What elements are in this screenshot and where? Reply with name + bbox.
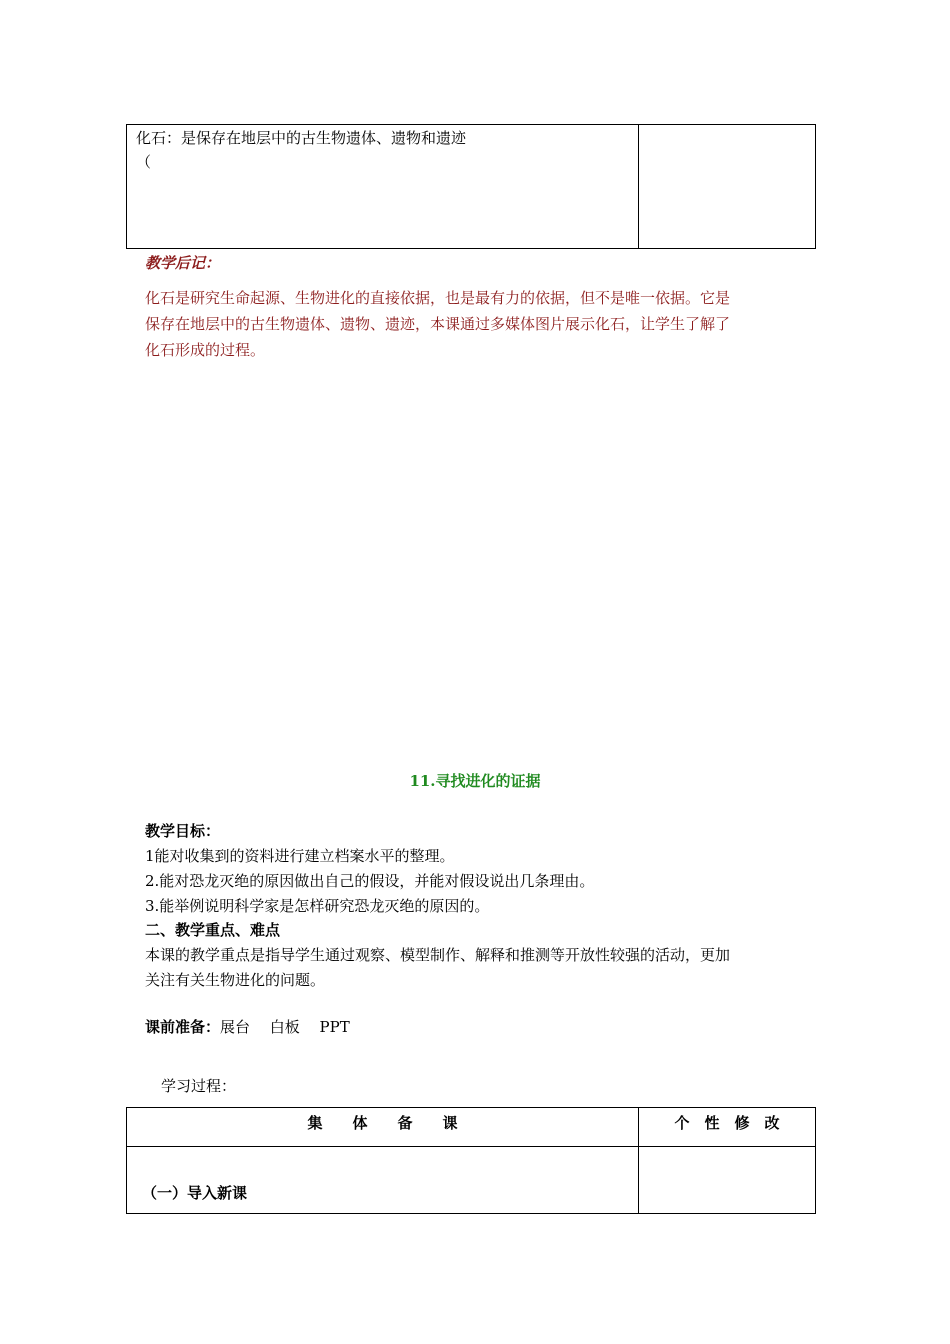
personal-edit-header [639,1108,816,1147]
collective-prep-header [127,1108,639,1147]
intro-new-lesson: （一）导入新课 [142,1184,248,1202]
fossil-definition: 化石：是保存在地层中的古生物遗体、遗物和遗迹 [136,129,467,147]
collective-prep-header-text: 集 体 备 课 [307,1114,458,1132]
top-table-main-cell [127,125,639,249]
process-label: 学习过程： [161,1077,237,1095]
key-points-line-2: 关注有关生物进化的问题。 [145,971,326,989]
open-paren: （ [136,153,152,171]
preparation-items: 展台 白板 PPT [220,1018,350,1036]
objectives-heading: 教学目标： [145,822,221,840]
reflection-line-2: 保存在地层中的古生物遗体、遗物、遗迹，本课通过多媒体图片展示化石，让学生了解了 [145,315,731,333]
top-table [126,124,816,249]
top-table-side-cell [639,125,816,249]
preparation-label: 课前准备： [145,1018,221,1036]
intro-side-cell [639,1147,816,1214]
objective-1: 1能对收集到的资料进行建立档案水平的整理。 [145,847,455,865]
reflection-line-3: 化石形成的过程。 [145,341,266,359]
key-points-heading: 二、教学重点、难点 [145,921,281,939]
objective-2: 2.能对恐龙灭绝的原因做出自己的假设，并能对假设说出几条理由。 [145,872,595,890]
lesson-title: 11.寻找进化的证据 [409,772,541,790]
personal-edit-header-text: 个 性 修 改 [674,1114,780,1132]
bottom-table [126,1107,816,1214]
key-points-line-1: 本课的教学重点是指导学生通过观察、模型制作、解释和推测等开放性较强的活动，更加 [145,946,731,964]
objective-3: 3.能举例说明科学家是怎样研究恐龙灭绝的原因的。 [145,897,490,915]
preparation [145,1017,350,1037]
intro-cell [127,1147,639,1214]
reflection-heading: 教学后记： [145,254,221,272]
reflection-line-1: 化石是研究生命起源、生物进化的直接依据，也是最有力的依据，但不是唯一依据。它是 [145,289,731,307]
